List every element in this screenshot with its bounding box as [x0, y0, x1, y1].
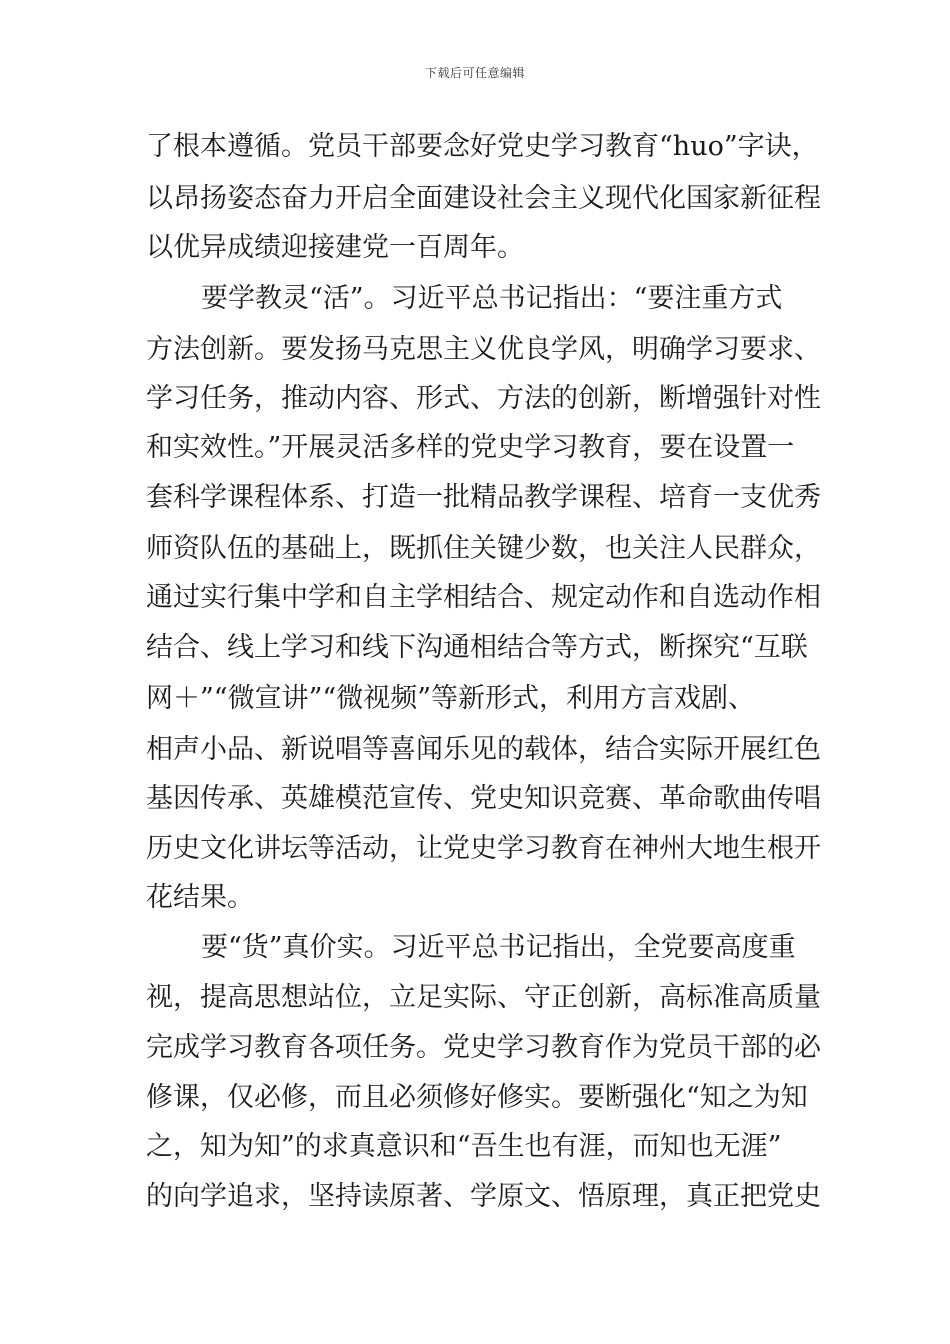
paragraph-start-line: 要“货”真价实。习近平总书记指出，全党要高度重	[201, 932, 796, 963]
body-line: 历史文化讲坛等活动，让党史学习教育在神州大地生根开	[146, 833, 821, 864]
body-line: 花结果。	[146, 882, 254, 913]
body-line: 通过实行集中学和自主学相结合、规定动作和自选动作相	[146, 582, 821, 613]
body-line: 基因传承、英雄模范宣传、党史知识竞赛、革命歌曲传唱	[146, 783, 821, 814]
page-header: 下载后可任意编辑	[424, 66, 525, 80]
body-line: 修课，仅必修，而且必须修好修实。要断强化“知之为知	[146, 1082, 808, 1113]
body-line: 师资队伍的基础上，既抓住关键少数，也关注人民群众，	[146, 533, 821, 564]
body-line: 结合、线上学习和线下沟通相结合等方式，断探究“互联	[146, 632, 808, 663]
body-line: 了根本遵循。党员干部要念好党史学习教育“huo”字诀，	[146, 131, 819, 162]
body-line: 的向学追求，坚持读原著、学原文、悟原理，真正把党史	[146, 1181, 821, 1212]
body-line: 网＋”“微宣讲”“微视频”等新形式，利用方言戏剧、	[146, 683, 756, 714]
body-line: 相声小品、新说唱等喜闻乐见的载体，结合实际开展红色	[146, 734, 821, 765]
body-line: 视，提高思想站位，立足实际、守正创新，高标准高质量	[146, 982, 821, 1013]
body-line: 学习任务，推动内容、形式、方法的创新，断增强针对性	[146, 383, 821, 414]
body-line: 以优异成绩迎接建党一百周年。	[146, 232, 524, 263]
body-line: 套科学课程体系、打造一批精品教学课程、培育一支优秀	[146, 482, 821, 513]
body-line: 以昂扬姿态奋力开启全面建设社会主义现代化国家新征程	[146, 183, 821, 214]
body-line: 完成学习教育各项任务。党史学习教育作为党员干部的必	[146, 1032, 821, 1063]
body-line: 方法创新。要发扬马克思主义优良学风，明确学习要求、	[146, 334, 821, 365]
body-line: 和实效性。”开展灵活多样的党史学习教育，要在设置一	[146, 432, 795, 463]
paragraph-start-line: 要学教灵“活”。习近平总书记指出：“要注重方式	[201, 283, 783, 314]
body-line: 之，知为知”的求真意识和“吾生也有涯，而知也无涯”	[146, 1131, 782, 1162]
